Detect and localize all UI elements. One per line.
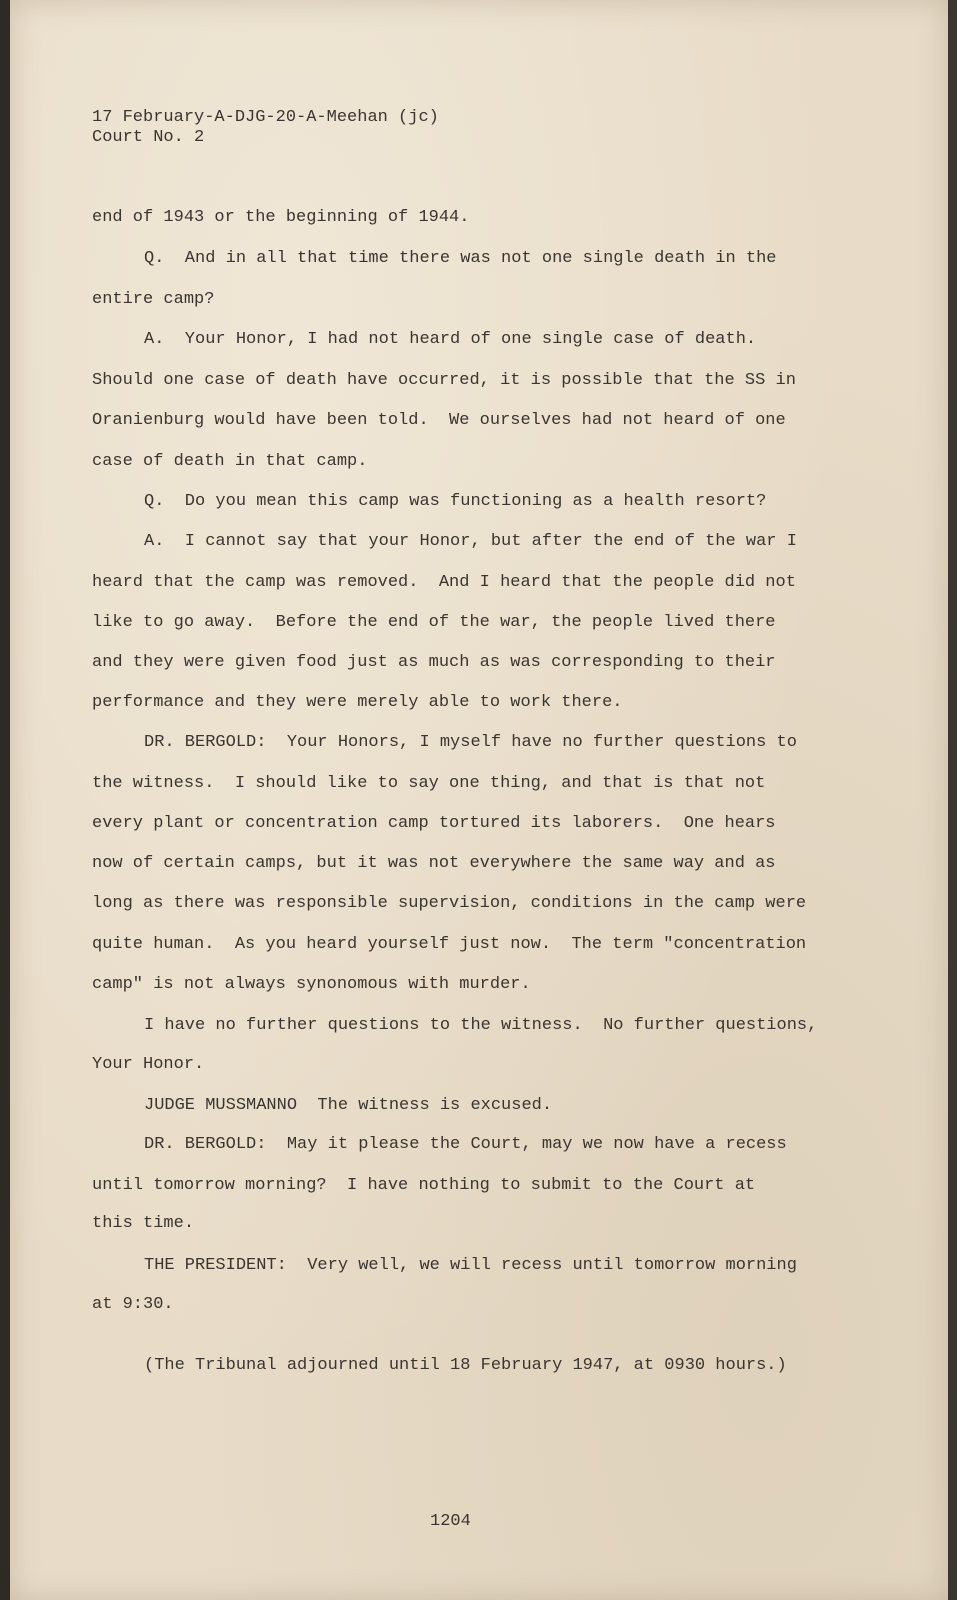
transcript-line: like to go away. Before the end of the war, the people lived there [92,613,776,632]
transcript-line: every plant or concentration camp tortured its laborers. One hears [92,814,776,833]
transcript-line: until tomorrow morning? I have nothing to submit to the Court at [92,1176,756,1195]
transcript-line: Q. And in all that time there was not one single death in the [144,249,777,268]
transcript-line: DR. BERGOLD: May it please the Court, may we now have a recess [144,1135,787,1154]
transcript-line: heard that the camp was removed. And I heard that the people did not [92,573,796,592]
transcript-line: now of certain camps, but it was not everywhere the same way and as [92,854,776,873]
page-number: 1204 [430,1512,471,1531]
transcript-line: quite human. As you heard yourself just now. The term "concentration [92,935,807,954]
transcript-line: A. I cannot say that your Honor, but after the end of the war I [144,532,797,551]
transcript-line: long as there was responsible supervision, conditions in the camp were [92,894,807,913]
header-transcript-id: 17 February-A-DJG-20-A-Meehan (jc) [92,108,439,127]
header-court-number: Court No. 2 [92,128,205,147]
transcript-line: Q. Do you mean this camp was functioning as a health resort? [144,492,767,511]
transcript-line: DR. BERGOLD: Your Honors, I myself have no further questions to [144,733,797,752]
transcript-page [10,0,948,1600]
transcript-line: THE PRESIDENT: Very well, we will recess until tomorrow morning [144,1256,797,1275]
transcript-line: camp" is not always synonomous with murder. [92,975,531,994]
transcript-line: I have no further questions to the witness. No further questions, [144,1016,818,1035]
scan-left-edge [0,0,10,1600]
transcript-line: A. Your Honor, I had not heard of one single case of death. [144,330,757,349]
transcript-line: at 9:30. [92,1295,174,1314]
transcript-line: this time. [92,1214,195,1233]
transcript-line: (The Tribunal adjourned until 18 February 1947, at 0930 hours.) [144,1356,787,1375]
transcript-line: performance and they were merely able to work there. [92,693,623,712]
transcript-line: the witness. I should like to say one thing, and that is that not [92,774,766,793]
transcript-line: Oranienburg would have been told. We ourselves had not heard of one [92,411,786,430]
transcript-line: JUDGE MUSSMANNO The witness is excused. [144,1096,553,1115]
transcript-line: end of 1943 or the beginning of 1944. [92,208,470,227]
transcript-line: and they were given food just as much as was corresponding to their [92,653,776,672]
transcript-line: entire camp? [92,290,215,309]
transcript-line: case of death in that camp. [92,452,368,471]
transcript-line: Should one case of death have occurred, it is possible that the SS in [92,371,796,390]
transcript-line: Your Honor. [92,1055,205,1074]
